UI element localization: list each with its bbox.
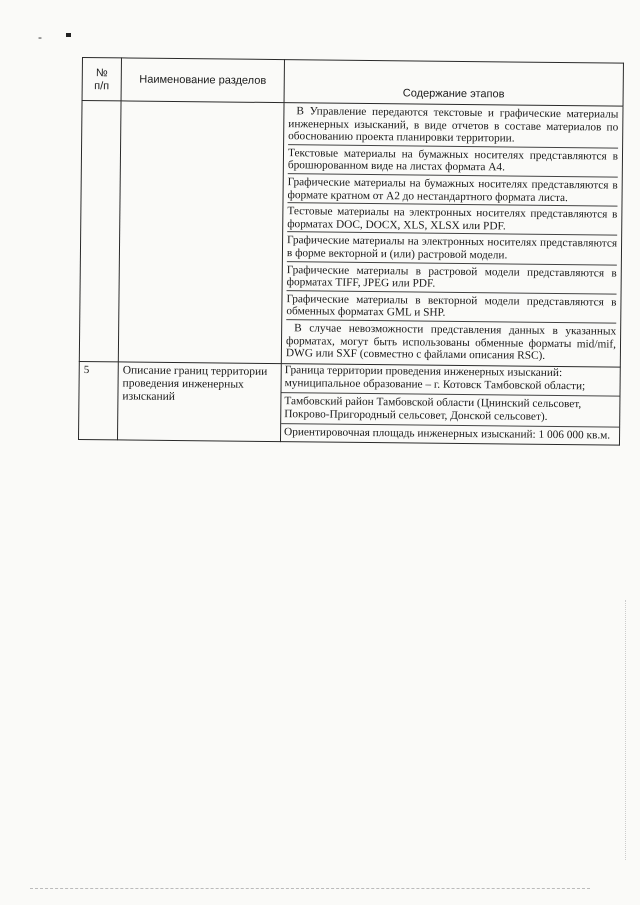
boundary-description: Граница территории проведения инженерных изысканий: муниципальное образование – г. Котовск Тамбовской области; — [281, 364, 619, 397]
content-paragraph: Графические материалы в растровой модели представляются в форматах TIFF, JPEG или PDF. — [287, 264, 617, 295]
content-paragraph: В случае невозможности представления данных в указанных форматах, могут быть использованы обменные форматы mid/mif, DWG или SXF (совместно с файлами описания RSC). — [285, 322, 617, 362]
header-number — [82, 58, 121, 101]
scan-artifact — [66, 33, 71, 37]
row-section-name: Описание границ территории проведения инженерных изысканий — [117, 362, 281, 442]
table-row — [79, 101, 623, 367]
content-paragraph: Графические материалы в векторной модели представляются в обменных форматах GML и SHP. — [286, 293, 616, 324]
scan-artifact — [30, 888, 590, 890]
header-section-name: Наименование разделов — [121, 58, 284, 103]
content-paragraph: Тестовые материалы на электронных носителях представляются в форматах DOC, DOCX, XLS, XLSX или PDF. — [287, 205, 617, 236]
row-number: 5 — [78, 361, 118, 439]
table-row — [78, 361, 620, 445]
content-paragraph: Графические материалы на бумажных носителях представляются в формате кратном от А2 до нестандартного формата листа. — [287, 176, 617, 207]
scan-artifact — [625, 600, 627, 860]
header-number-line1: № — [95, 67, 108, 80]
row-name-cell — [118, 101, 284, 363]
header-number-line2: п/п — [94, 80, 110, 93]
row-content-cell — [281, 103, 623, 367]
content-paragraph: Текстовые материалы на бумажных носителях представляются в брошюрованном виде на листах формата А4. — [288, 147, 618, 178]
header-stage-content: Содержание этапов — [284, 60, 623, 107]
boundary-area: Ориентировочная площадь инженерных изысканий: 1 006 000 кв.м. — [284, 425, 611, 442]
boundary-districts: Тамбовский район Тамбовской области (Цнинский сельсовет, Покрово-Пригородный сельсовет, Донской сельсовет). — [281, 393, 619, 428]
stages-table — [78, 57, 624, 445]
content-paragraph: Графические материалы на электронных носителях представляются в форме векторной и (или) растровой модели. — [287, 235, 617, 266]
table-header-row — [82, 58, 623, 107]
row-number-cell — [79, 101, 121, 362]
row-content-cell — [280, 363, 620, 445]
scan-artifact: - — [38, 30, 42, 44]
content-paragraph: В Управление передаются текстовые и графические материалы инженерных изысканий, в виде отчетов в составе материалов по обоснованию проекта планировки территории. — [288, 105, 618, 148]
